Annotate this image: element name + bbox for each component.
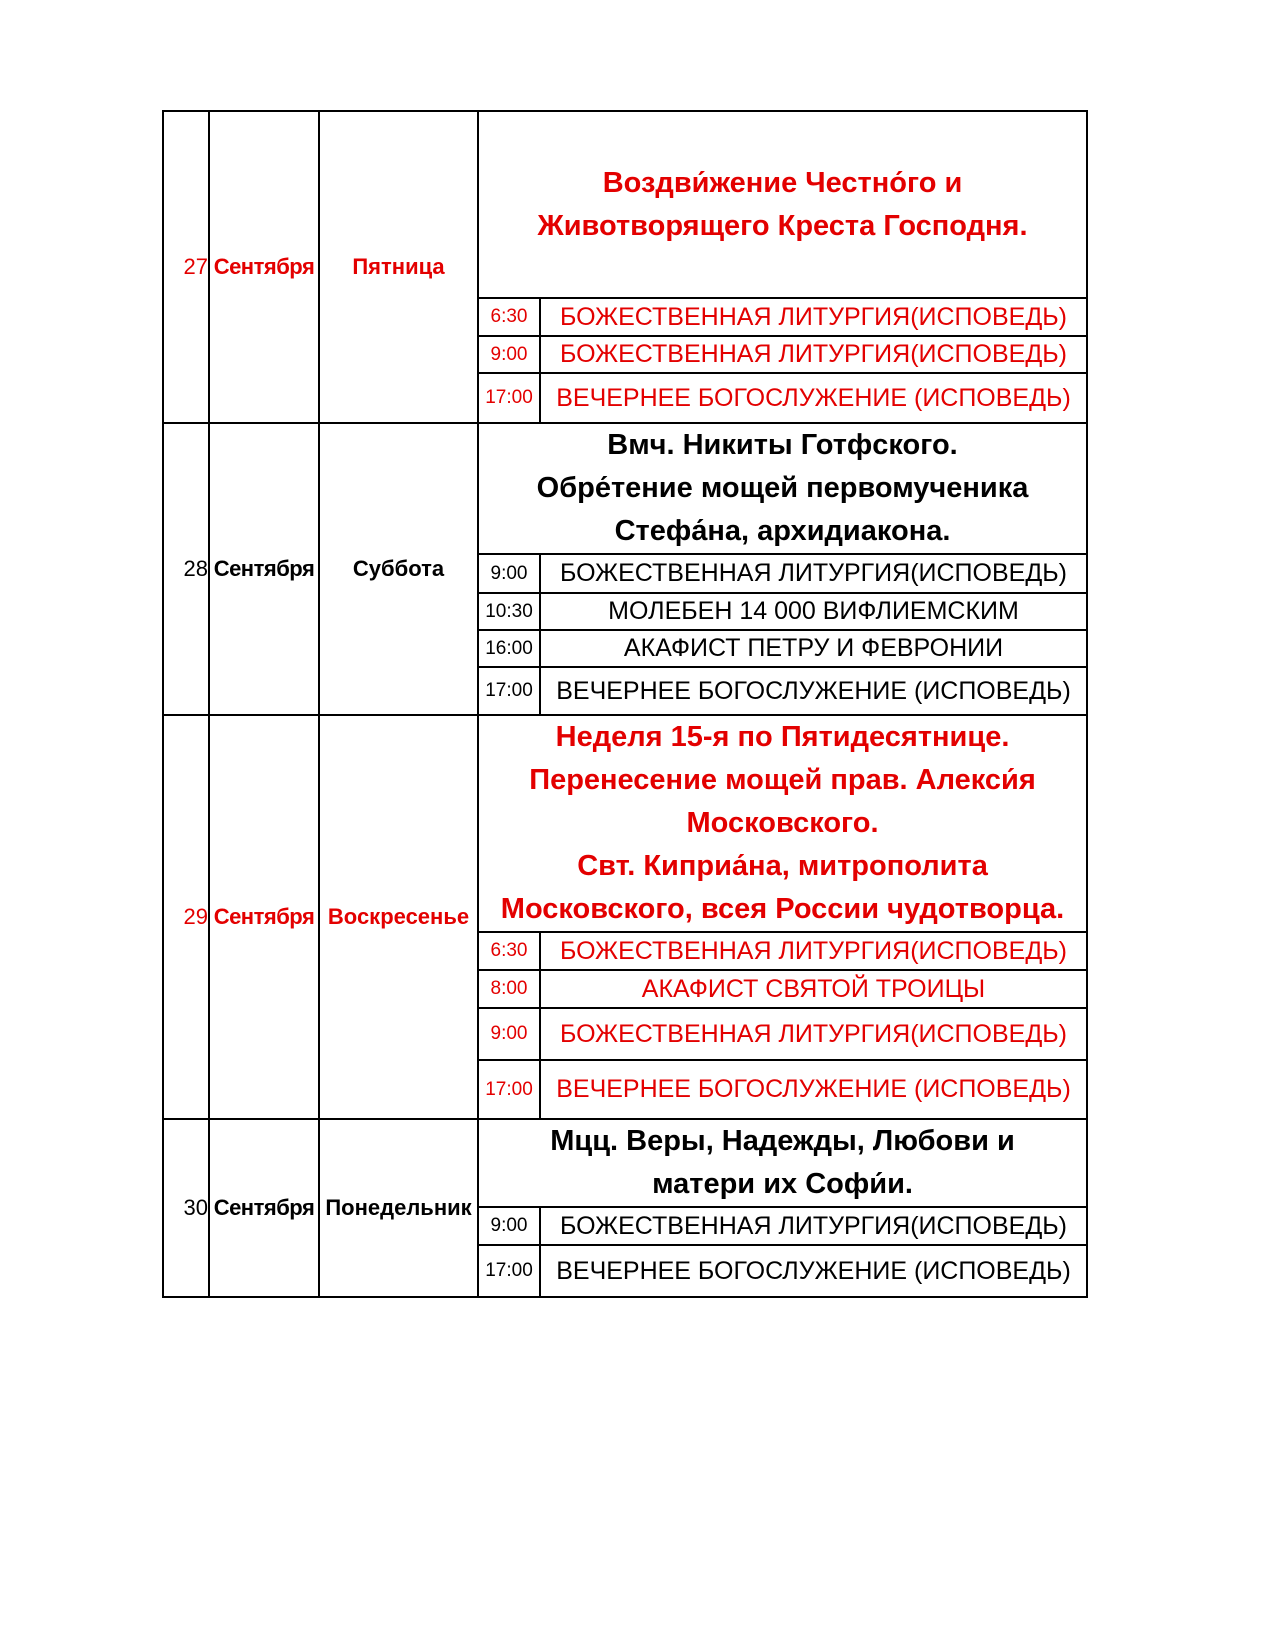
feast-title (478, 1119, 1087, 1207)
service-name: БОЖЕСТВЕННАЯ ЛИТУРГИЯ(ИСПОВЕДЬ) (540, 1008, 1087, 1060)
feast-line: Мцц. Веры, Надежды, Любови и (550, 1125, 1015, 1157)
service-time: 17:00 (478, 667, 540, 715)
day-number: 27 (163, 111, 209, 423)
service-time: 9:00 (478, 336, 540, 373)
day-row (163, 715, 1087, 932)
service-name: ВЕЧЕРНЕЕ БОГОСЛУЖЕНИЕ (ИСПОВЕДЬ) (540, 1245, 1087, 1297)
weekday: Воскресенье (319, 715, 478, 1119)
weekday: Пятница (319, 111, 478, 423)
service-name: БОЖЕСТВЕННАЯ ЛИТУРГИЯ(ИСПОВЕДЬ) (540, 336, 1087, 373)
service-name: МОЛЕБЕН 14 000 ВИФЛИЕМСКИМ (540, 593, 1087, 630)
day-number: 28 (163, 423, 209, 715)
feast-line: матери их Софи́и. (652, 1168, 913, 1200)
service-time: 16:00 (478, 630, 540, 667)
schedule-body (163, 111, 1087, 1297)
day-row (163, 111, 1087, 298)
service-time: 9:00 (478, 1008, 540, 1060)
feast-line: Свт. Киприа́на, митрополита (577, 850, 988, 882)
service-name: ВЕЧЕРНЕЕ БОГОСЛУЖЕНИЕ (ИСПОВЕДЬ) (540, 373, 1087, 423)
weekday: Суббота (319, 423, 478, 715)
service-time: 17:00 (478, 373, 540, 423)
feast-title (478, 423, 1087, 554)
service-name: БОЖЕСТВЕННАЯ ЛИТУРГИЯ(ИСПОВЕДЬ) (540, 298, 1087, 336)
service-name: ВЕЧЕРНЕЕ БОГОСЛУЖЕНИЕ (ИСПОВЕДЬ) (540, 667, 1087, 715)
month: Сентября (209, 1119, 319, 1297)
month: Сентября (209, 715, 319, 1119)
feast-line: Вмч. Никиты Готфского. (607, 429, 958, 461)
feast-line: Московского. (686, 807, 879, 839)
service-name: БОЖЕСТВЕННАЯ ЛИТУРГИЯ(ИСПОВЕДЬ) (540, 554, 1087, 593)
service-time: 6:30 (478, 932, 540, 970)
service-name: БОЖЕСТВЕННАЯ ЛИТУРГИЯ(ИСПОВЕДЬ) (540, 1207, 1087, 1245)
feast-line: Московского, всея России чудотворца. (500, 893, 1065, 925)
service-name: БОЖЕСТВЕННАЯ ЛИТУРГИЯ(ИСПОВЕДЬ) (540, 932, 1087, 970)
day-row (163, 423, 1087, 554)
service-name: АКАФИСТ ПЕТРУ И ФЕВРОНИИ (540, 630, 1087, 667)
service-time: 9:00 (478, 1207, 540, 1245)
feast-line: Животворящего Креста Господня. (537, 209, 1028, 242)
schedule-table (162, 110, 1088, 1298)
day-number: 29 (163, 715, 209, 1119)
service-name: АКАФИСТ СВЯТОЙ ТРОИЦЫ (540, 970, 1087, 1008)
service-time: 6:30 (478, 298, 540, 336)
weekday: Понедельник (319, 1119, 478, 1297)
feast-title (478, 111, 1087, 298)
service-time: 10:30 (478, 593, 540, 630)
day-number: 30 (163, 1119, 209, 1297)
feast-line: Стефа́на, архидиакона. (614, 515, 951, 547)
month: Сентября (209, 111, 319, 423)
month: Сентября (209, 423, 319, 715)
service-time: 17:00 (478, 1245, 540, 1297)
feast-line: Воздви́жение Честно́го и (602, 166, 963, 199)
service-name: ВЕЧЕРНЕЕ БОГОСЛУЖЕНИЕ (ИСПОВЕДЬ) (540, 1060, 1087, 1119)
service-time: 17:00 (478, 1060, 540, 1119)
service-time: 9:00 (478, 554, 540, 593)
feast-line: Неделя 15-я по Пятидесятнице. (555, 721, 1010, 753)
day-row (163, 1119, 1087, 1207)
feast-title (478, 715, 1087, 932)
feast-line: Обре́тение мощей первомученика (536, 472, 1029, 504)
feast-line: Перенесение мощей прав. Алекси́я (529, 764, 1036, 796)
service-time: 8:00 (478, 970, 540, 1008)
